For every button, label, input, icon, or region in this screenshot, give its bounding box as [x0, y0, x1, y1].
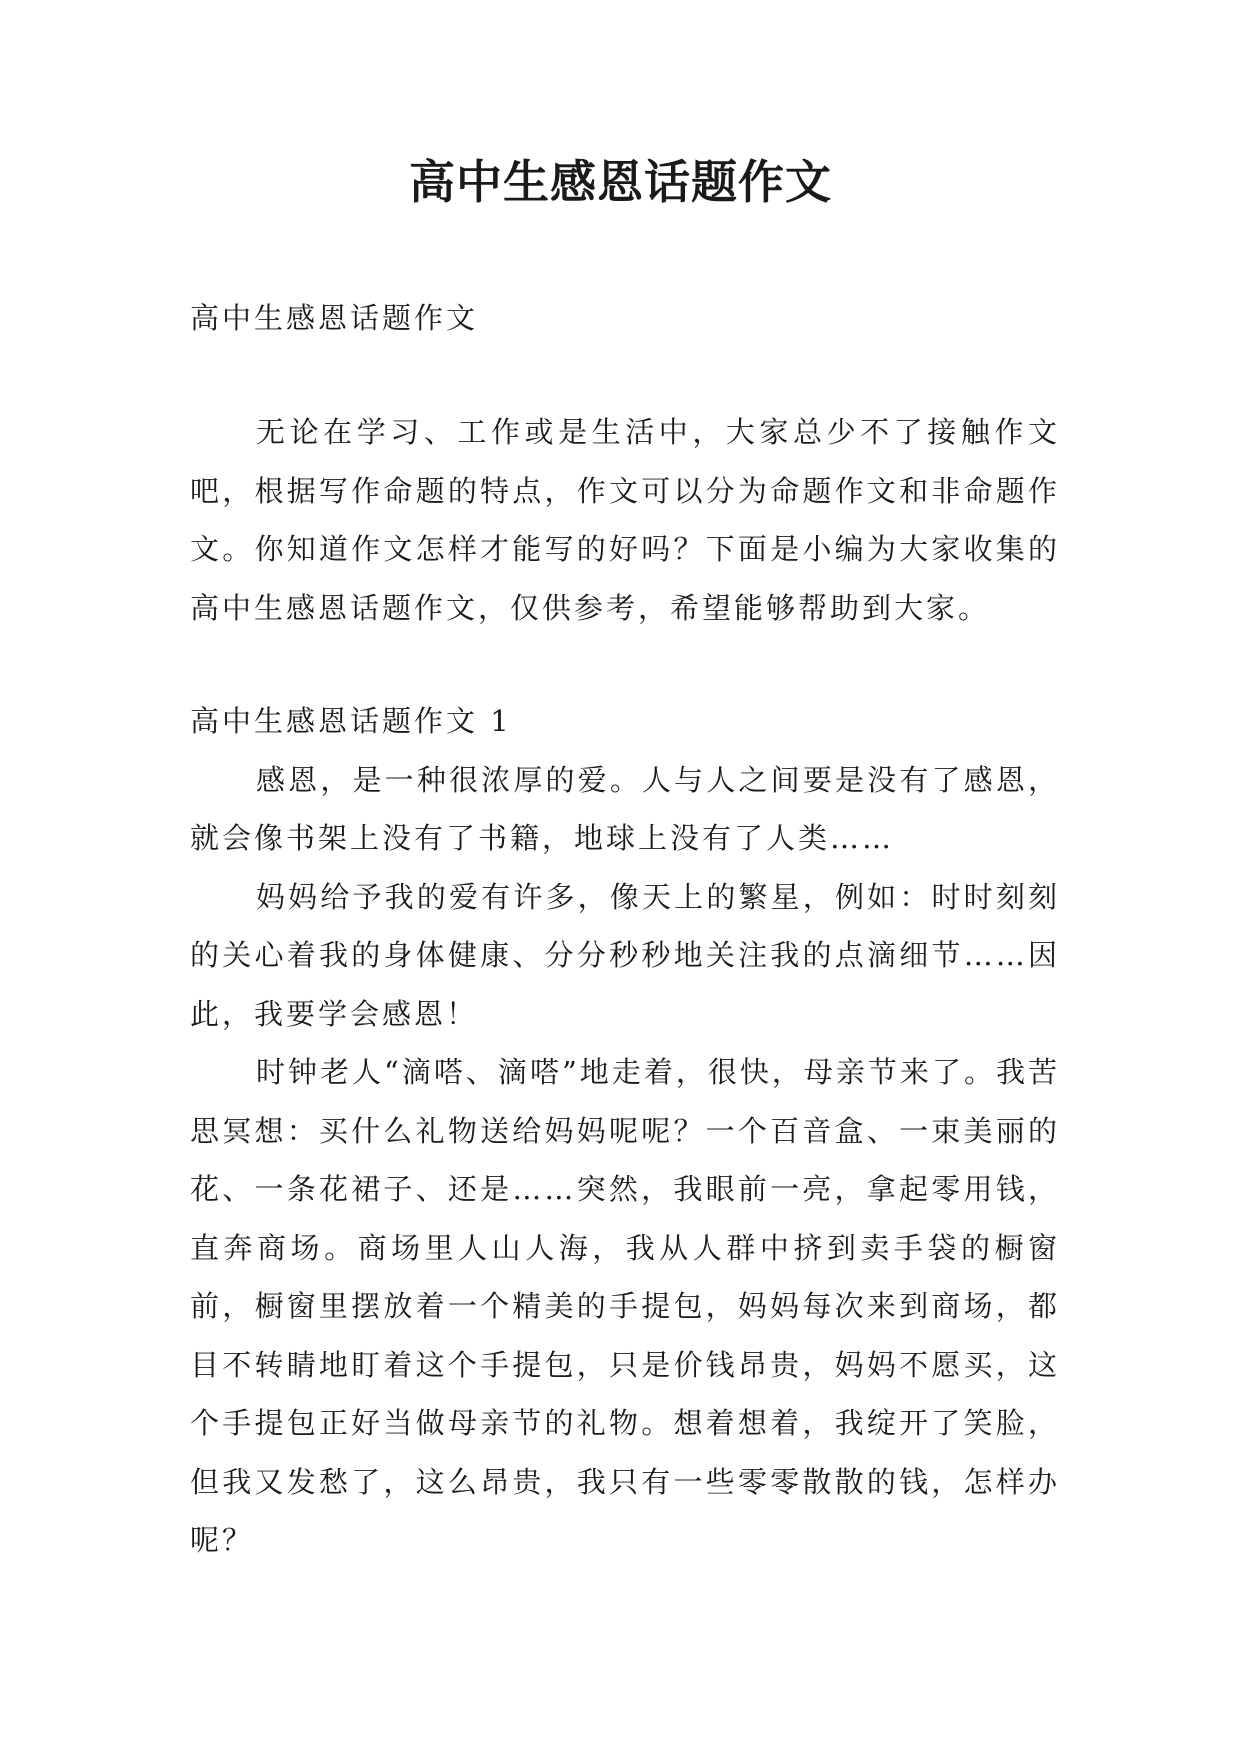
- essay-heading: 高中生感恩话题作文 1: [190, 704, 512, 738]
- essay-paragraph-3: 时钟老人“滴嗒、滴嗒”地走着，很快，母亲节来了。我苦思冥想：买什么礼物送给妈妈呢呢？一个百音盒、一束美丽的花、一条花裙子、还是……突然，我眼前一亮，拿起零用钱，直奔商场。商场里人山人海，我从人群中挤到卖手袋的橱窗前，橱窗里摆放着一个精美的手提包，妈妈每次来到商场，都目不转睛地盯着这个手提包，只是价钱昂贵，妈妈不愿买，这个手提包正好当做母亲节的礼物。想着想着，我绽开了笑脸，但我又发愁了，这么昂贵，我只有一些零零散散的钱，怎样办呢？: [190, 1055, 1060, 1557]
- intro-section: [190, 403, 1060, 637]
- essay-paragraph-1: 感恩，是一种很浓厚的爱。人与人之间要是没有了感恩，就会像书架上没有了书籍，地球上没有了人类……: [190, 762, 1060, 855]
- essay-paragraph-2: 妈妈给予我的爱有许多，像天上的繁星，例如：时时刻刻的关心着我的身体健康、分分秒秒地关注我的点滴细节……因此，我要学会感恩！: [190, 879, 1060, 1031]
- document-subtitle: [190, 289, 1060, 348]
- subtitle-text: 高中生感恩话题作文: [190, 301, 479, 335]
- intro-paragraph: 无论在学习、工作或是生活中，大家总少不了接触作文吧，根据写作命题的特点，作文可以分为命题作文和非命题作文。你知道作文怎样才能写的好吗？下面是小编为大家收集的高中生感恩话题作文，仅供参考，希望能够帮助到大家。: [190, 415, 1060, 625]
- document-title: 高中生感恩话题作文: [409, 155, 832, 209]
- essay-section: [190, 692, 1060, 1570]
